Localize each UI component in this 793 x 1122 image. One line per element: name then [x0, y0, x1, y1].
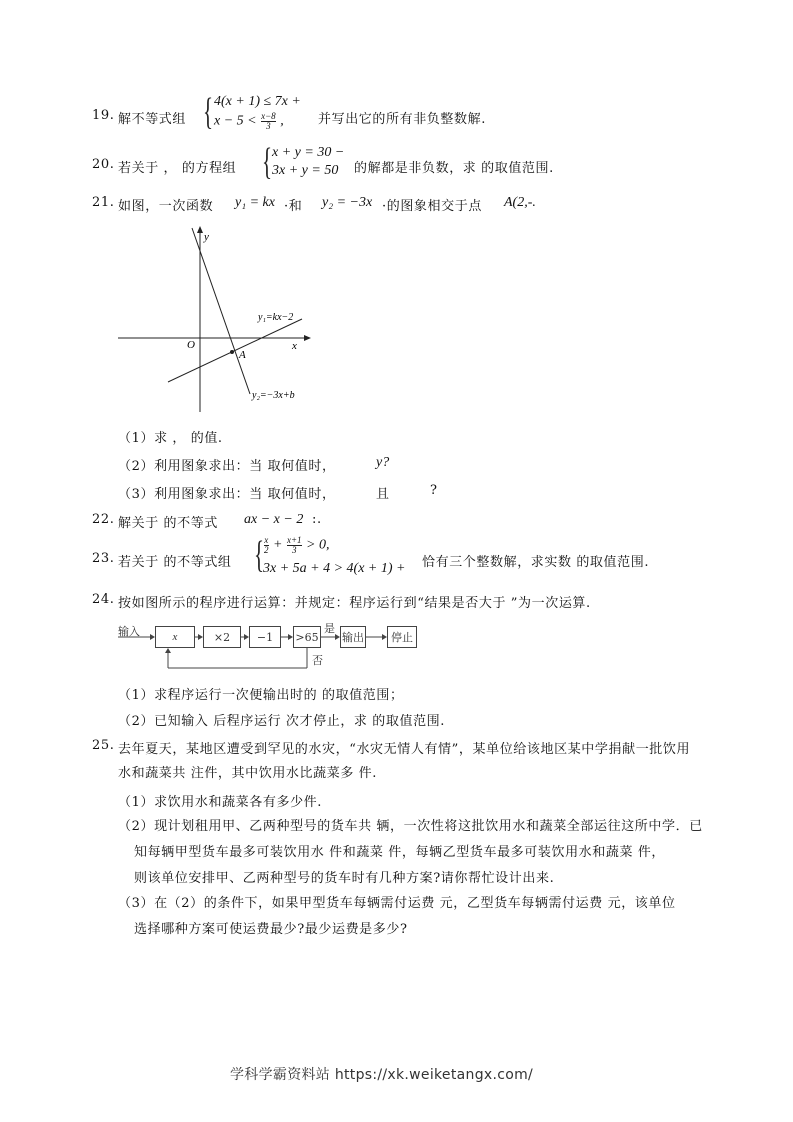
q23-number: 23. [92, 551, 115, 566]
q20-number: 20. [92, 157, 115, 172]
q23-tail: 恰有三个整数解，求实数 的取值范围. [422, 555, 650, 570]
q21-number: 21. [92, 195, 115, 210]
q25-line1: 去年夏天，某地区遭受到罕见的水灾，“水灾无情人有情”，某单位给该地区某中学捐献一批饮用 [118, 742, 691, 757]
q20-brace: { [262, 141, 273, 183]
q22-end: :. [312, 512, 322, 527]
q24-sub2: （2）已知输入 后程序运行 次才停止，求 的取值范围. [118, 714, 446, 729]
q25-sub2-line3: 则该单位安排甲、乙两种型号的货车时有几种方案?请你帮忙设计出来. [134, 871, 555, 886]
q19-number: 19. [92, 108, 115, 123]
q21-sub3: （3）利用图象求出：当 取何值时， [118, 487, 336, 502]
q20-equation-2: 3x + y = 50 [272, 163, 339, 178]
q25-sub1: （1）求饮用水和蔬菜各有多少件. [118, 795, 323, 810]
q23-lead: 若关于 的不等式组 [118, 555, 232, 570]
flow-input-label: 输入 [118, 625, 140, 638]
q21-lead: 如图，一次函数 [118, 199, 214, 214]
q21-function-2: y₂ = −3x [322, 195, 373, 210]
flow-box-times2: ×2 [203, 626, 241, 648]
q24-number: 24. [92, 592, 115, 607]
q22-number: 22. [92, 512, 115, 527]
q21-graph [110, 222, 320, 422]
line-y2-label: y₂=−3x+b [252, 390, 295, 401]
q24-text: 按如图所示的程序进行运算：并规定：程序运行到“结果是否大于 ”为一次运算. [118, 596, 591, 611]
q23-brace: { [254, 534, 265, 576]
flow-box-output: 输出 [340, 626, 366, 648]
q23-inequality-1: $\frac{x}{2}$ + $\frac{x+1}{3}$ > 0, [264, 535, 330, 555]
point-a-dot [230, 350, 234, 354]
q25-sub2-line1: （2）现计划租用甲、乙两种型号的货车共 辆，一次性将这批饮用水和蔬菜全部运往这所中学．已 [118, 819, 703, 834]
q19-inequality-2: x − 5 < $\frac{x-8}{3}$ , [214, 111, 284, 131]
q25-sub3-line2: 选择哪种方案可使运费最少?最少运费是多少? [134, 922, 408, 937]
q21-intersect-text: ·的图象相交于点 [382, 199, 482, 214]
q21-sub3-end: ? [430, 483, 438, 498]
q19-lead: 解不等式组 [118, 112, 187, 127]
origin-label: O [187, 339, 195, 351]
flow-box-x: x [155, 626, 195, 648]
q20-lead: 若关于 ， 的方程组 [118, 161, 237, 176]
q25-sub3-line1: （3）在（2）的条件下，如果甲型货车每辆需付运费 元，乙型货车每辆需付运费 元，该单位 [118, 896, 676, 911]
line-y2 [192, 228, 250, 394]
q20-equation-1: x + y = 30 − [272, 145, 345, 160]
q21-sub2-end: y? [376, 455, 390, 470]
x-axis-arrow [304, 335, 311, 341]
flow-box-minus1: −1 [249, 626, 281, 648]
y-axis-label: y [204, 231, 209, 243]
flow-no-label: 否 [312, 654, 323, 667]
q22-lead: 解关于 的不等式 [118, 516, 218, 531]
q23-inequality-2: 3x + 5a + 4 > 4(x + 1) + [263, 561, 406, 576]
point-a-label: A [239, 349, 246, 361]
q25-line2: 水和蔬菜共 注件，其中饮用水比蔬菜多 件. [118, 766, 377, 781]
q21-sub1: （1）求 ， 的值. [118, 431, 223, 446]
q20-tail: 的解都是非负数，求 的取值范围. [354, 161, 554, 176]
q23-fraction-2: $\frac{x+1}{3}$ [286, 535, 302, 555]
flow-yes-label: 是 [324, 622, 335, 635]
q19-inequality-1: 4(x + 1) ≤ 7x + [214, 94, 301, 109]
q22-inequality: ax − x − 2 [244, 512, 304, 527]
q19-brace: { [203, 91, 214, 133]
q23-fraction-1: $\frac{x}{2}$ [264, 535, 269, 555]
footer-watermark: 学科学霸资料站 https://xk.weiketangx.com/ [230, 1067, 534, 1083]
q24-sub1: （1）求程序运行一次便输出时的 的取值范围； [118, 688, 404, 703]
q21-function-1: y₁ = kx [235, 195, 275, 210]
q21-and: ·和 [284, 199, 303, 214]
q25-number: 25. [92, 738, 115, 753]
q21-sub3-and: 且 [376, 487, 390, 502]
q21-point: A(2,-. [504, 195, 536, 210]
q19-tail: 并写出它的所有非负整数解. [318, 112, 486, 127]
q21-sub2: （2）利用图象求出：当 取何值时， [118, 459, 336, 474]
y-axis-arrow [197, 226, 203, 233]
q25-sub2-line2: 知每辆甲型货车最多可装饮用水 件和蔬菜 件，每辆乙型货车最多可装饮用水和蔬菜 件， [134, 845, 665, 860]
flow-box-compare: >65 [293, 626, 321, 648]
flow-box-stop: 停止 [387, 626, 417, 648]
line-y1-label: y₁=kx−2 [258, 312, 294, 323]
x-axis-label: x [292, 340, 297, 352]
q19-fraction: $\frac{x-8}{3}$ [261, 111, 276, 131]
q24-flowchart [110, 620, 430, 676]
